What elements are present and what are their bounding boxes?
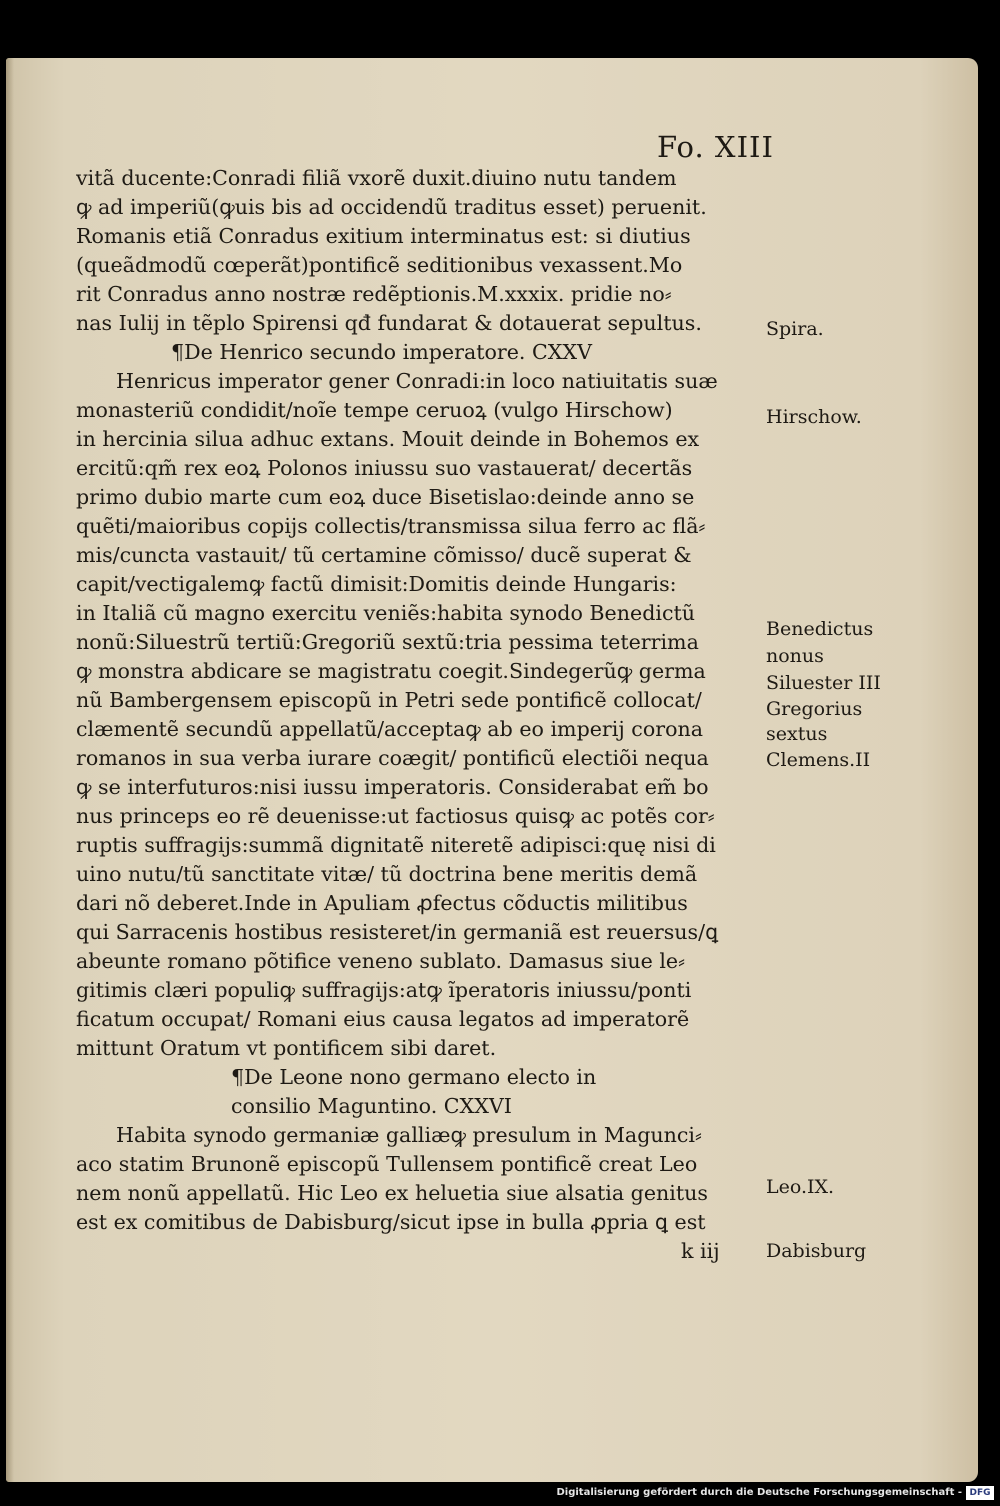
book-page xyxy=(6,58,978,1482)
text-line: aco statim Brunonẽ episcopũ Tullensem pontificẽ creat Leo xyxy=(76,1152,698,1176)
text-line: mittunt Oratum vt pontificem sibi daret. xyxy=(76,1036,497,1060)
chapter-heading: ¶De Henrico secundo imperatore. CXXV xyxy=(171,340,592,364)
text-line: quẽti/maioribus copijs collectis/transmissa silua ferro ac flã⸗ xyxy=(76,514,706,538)
text-line: romanos in sua verba iurare coægit/ pontificũ electiõi nequa xyxy=(76,746,709,770)
text-line: ꝙ ad imperiũ(ꝙuis bis ad occidendũ traditus esset) peruenit. xyxy=(76,195,707,219)
text-line: gitimis clæri populiꝙ suffragijs:atꝙ ĩperatoris iniussu/ponti xyxy=(76,978,692,1002)
text-line: nus princeps eo rẽ deuenisse:ut factiosus quisꝙ ac potẽs cor⸗ xyxy=(76,804,715,828)
text-line: mis/cuncta vastauit/ tũ certamine cõmisso/ ducẽ superat & xyxy=(76,543,692,567)
marginal-note: Dabisburg xyxy=(766,1240,867,1262)
text-line: qui Sarracenis hostibus resisteret/in germaniã est reuersus/ꝗ xyxy=(76,920,719,944)
text-line: ruptis suffragijs:summã dignitatẽ niteretẽ adipisci:quę nisi di xyxy=(76,833,716,857)
text-line: abeunte romano põtifice veneno sublato. Damasus siue le⸗ xyxy=(76,949,685,973)
marginal-note: Leo.IX. xyxy=(766,1176,835,1198)
chapter-heading: ¶De Leone nono germano electo in xyxy=(231,1065,597,1089)
text-line: capit/vectigalemꝙ factũ dimisit:Domitis deinde Hungaris: xyxy=(76,572,677,596)
text-line: clæmentẽ secundũ appellatũ/acceptaꝙ ab eo imperij corona xyxy=(76,717,704,741)
text-line: vitã ducente:Conradi filiã vxorẽ duxit.diuino nutu tandem xyxy=(76,166,677,190)
text-line: dari nõ deberet.Inde in Apuliam ꝓfectus cõductis militibus xyxy=(76,891,688,915)
text-line: nonũ:Siluestrũ tertiũ:Gregoriũ sextũ:tria pessima teterrima xyxy=(76,630,699,654)
text-line: primo dubio marte cum eoꝝ duce Bisetislao:deinde anno se xyxy=(76,485,695,509)
marginal-note: Benedictus xyxy=(766,618,874,640)
text-line: nas Iulij in tẽplo Spirensi qđ fundarat & dotauerat sepultus. xyxy=(76,311,702,335)
dfg-logo: DFG xyxy=(966,1486,994,1500)
marginal-note: sextus xyxy=(766,723,828,745)
text-line: Henricus imperator gener Conradi:in loco natiuitatis suæ xyxy=(116,369,718,393)
marginal-note: nonus xyxy=(766,645,824,667)
text-line: in Italiã cũ magno exercitu veniẽs:habita synodo Benedictũ xyxy=(76,601,696,625)
text-line: rit Conradus anno nostræ redẽptionis.M.xxxix. pridie no⸗ xyxy=(76,282,672,306)
funding-credit: Digitalisierung gefördert durch die Deutsche Forschungsgemeinschaft - xyxy=(556,1487,962,1498)
folio-number: Fo. XIII xyxy=(657,130,774,164)
text-line: ꝙ se interfuturos:nisi iussu imperatoris. Considerabat em̃ bo xyxy=(76,775,709,799)
text-line: (queãdmodũ cœperãt)pontificẽ seditionibus vexassent.Mo xyxy=(76,253,683,277)
marginal-note: Gregorius xyxy=(766,698,863,720)
body-text xyxy=(76,164,776,1266)
text-line: Romanis etiã Conradus exitium interminatus est: si diutius xyxy=(76,224,691,248)
page-edge-shadow xyxy=(6,58,14,1482)
signature-mark: k iij xyxy=(681,1239,720,1263)
text-line: monasteriũ condidit/noĩe tempe ceruoꝝ (vulgo Hirschow) xyxy=(76,398,673,422)
text-line: ercitũ:qm̃ rex eoꝝ Polonos iniussu suo vastauerat/ decertãs xyxy=(76,456,693,480)
marginal-note: Clemens.II xyxy=(766,749,871,771)
marginal-note: Hirschow. xyxy=(766,406,862,428)
text-line: est ex comitibus de Dabisburg/sicut ipse in bulla ꝓpria ꝗ est xyxy=(76,1210,706,1234)
marginal-note: Spira. xyxy=(766,318,824,340)
text-line: nem nonũ appellatũ. Hic Leo ex heluetia siue alsatia genitus xyxy=(76,1181,709,1205)
text-line: nũ Bambergensem episcopũ in Petri sede pontificẽ collocat/ xyxy=(76,688,702,712)
text-line: Habita synodo germaniæ galliæꝙ presulum in Magunci⸗ xyxy=(116,1123,702,1147)
text-line: in hercinia silua adhuc extans. Mouit deinde in Bohemos ex xyxy=(76,427,700,451)
text-line: uino nutu/tũ sanctitate vitæ/ tũ doctrina bene meritis demã xyxy=(76,862,698,886)
marginal-note: Siluester III xyxy=(766,672,881,694)
chapter-heading: consilio Maguntino. CXXVI xyxy=(231,1094,512,1118)
text-line: ficatum occupat/ Romani eius causa legatos ad imperatorẽ xyxy=(76,1007,690,1031)
text-line: ꝙ monstra abdicare se magistratu coegit.Sindegerũꝙ germa xyxy=(76,659,706,683)
